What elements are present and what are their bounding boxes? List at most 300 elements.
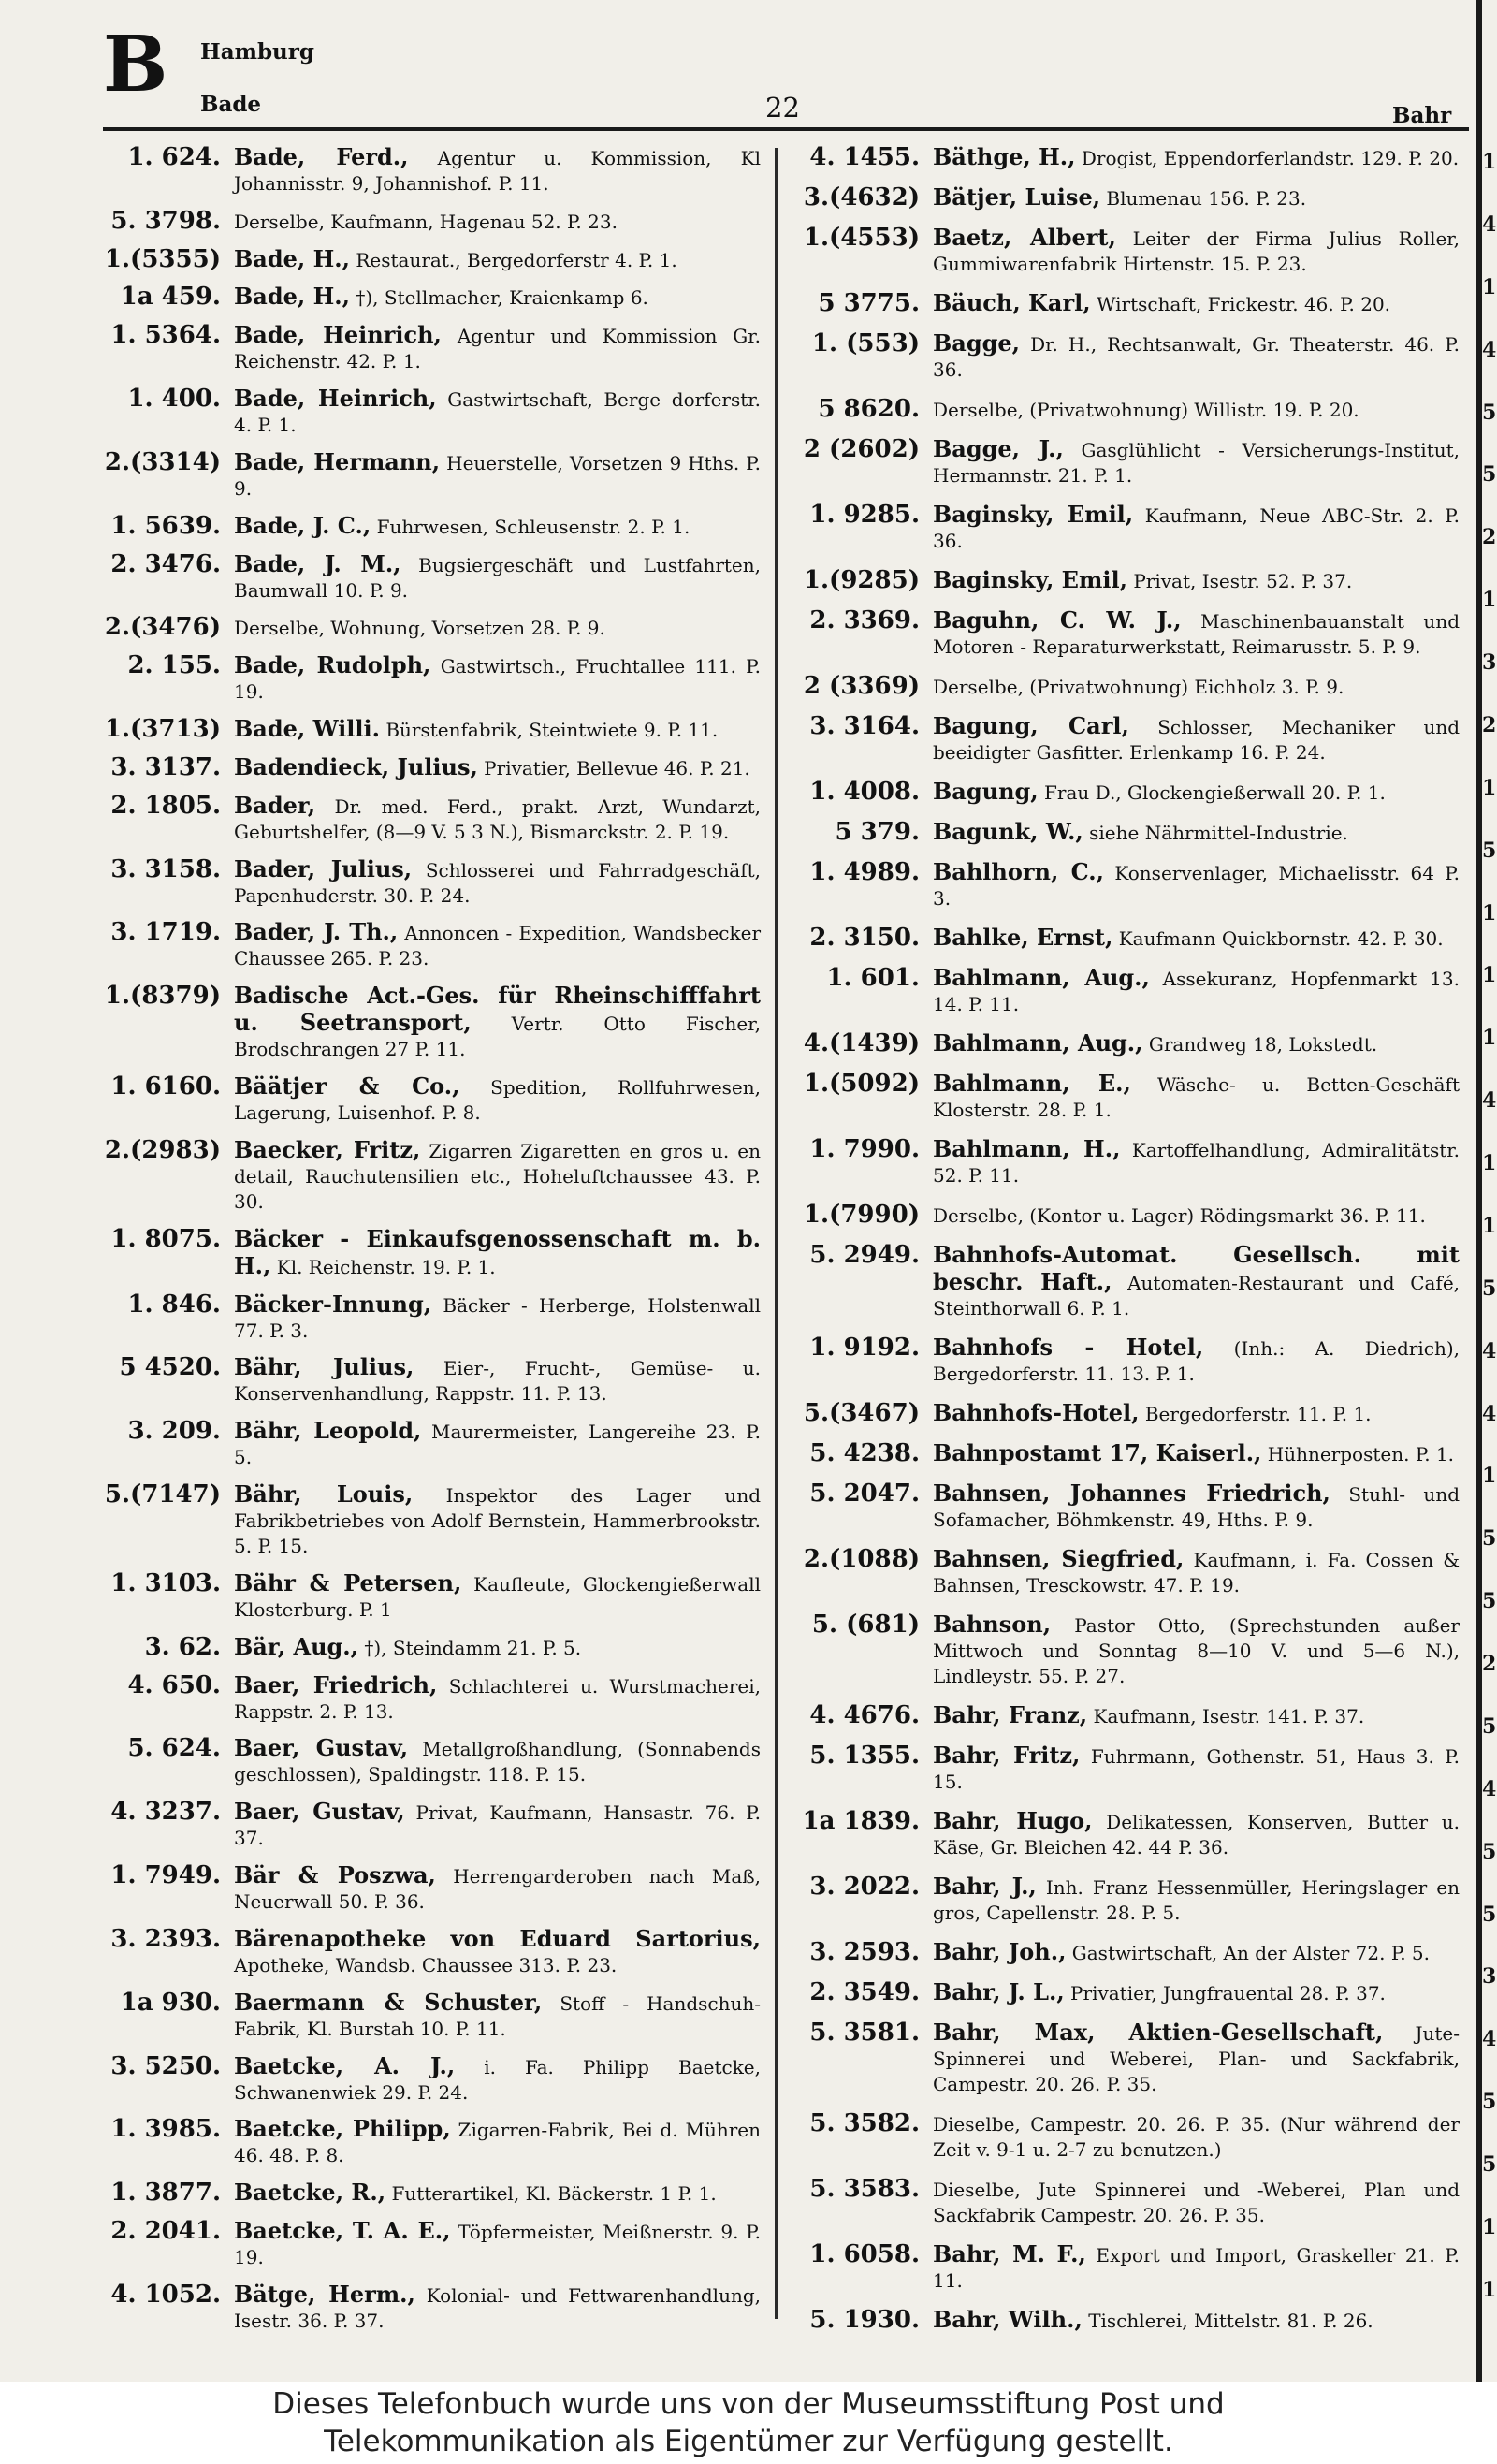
entry-text — [933, 1979, 1460, 2006]
entry-details: Schlachterei u. Wurstmacherei, Rappstr. 2. P. 13. — [234, 1674, 761, 1723]
directory-entry — [800, 819, 1460, 846]
entry-details: Dieselbe, Campestr. 20. 26. P. 35. (Nur während der Zeit v. 9-1 u. 2-7 zu benutzen.) — [933, 2113, 1460, 2161]
phone-number: 4. 650. — [127, 1670, 221, 1699]
entry-details: Inspektor des Lager und Fabrikbetriebes von Adolf Bernstein, Hammerbrookstr. 5. P. 15. — [234, 1484, 761, 1558]
entry-text — [234, 1137, 761, 1215]
entry-details: (Inh.: A. Diedrich), Bergedorferstr. 11. 13. P. 1. — [933, 1337, 1460, 1385]
phone-number: 5 4520. — [119, 1353, 221, 1382]
entry-details: Derselbe, (Kontor u. Lager) Rödingsmarkt 36. P. 11. — [933, 1204, 1426, 1227]
entry-text — [933, 330, 1460, 383]
edge-digit: 4 — [1482, 1338, 1497, 1363]
entry-name: Bagung, — [933, 778, 1039, 805]
directory-entry — [800, 1874, 1460, 1926]
directory-entry — [800, 607, 1460, 660]
entry-text — [234, 1226, 761, 1280]
phone-number: 1. (553) — [811, 329, 920, 357]
entry-text — [234, 1354, 761, 1407]
entry-name: Bärenapotheke von Eduard Sartorius, — [234, 1924, 761, 1952]
entry-text — [933, 502, 1460, 554]
entry-text — [234, 1291, 761, 1344]
entry-details: Hühnerposten. P. 1. — [1267, 1443, 1455, 1465]
directory-entry — [101, 322, 761, 374]
entry-details: Kaufmann, i. Fa. Cossen & Bahnsen, Tresckowstr. 47. P. 19. — [933, 1549, 1461, 1596]
entry-text — [933, 859, 1460, 911]
entry-name: Badendieck, Julius, — [234, 752, 478, 780]
entry-name: Bäätjer & Co., — [234, 1072, 460, 1101]
entry-name: Baetcke, Philipp, — [234, 2115, 451, 2143]
entry-name: Bade, J. C., — [234, 511, 371, 539]
entry-name: Bader, Julius, — [234, 854, 413, 882]
directory-entry — [101, 513, 761, 540]
entry-details: Vertr. Otto Fischer, Brodschrangen 27 P. 11. — [234, 1013, 761, 1061]
edge-digit: 2 — [1482, 712, 1497, 737]
directory-entry — [101, 793, 761, 845]
phone-number: 1. 8075. — [110, 1224, 221, 1253]
phone-number: 5. 4238. — [809, 1439, 920, 1467]
entry-text — [933, 779, 1460, 806]
entry-details: Leiter der Firma Julius Roller, Gummiwarenfabrik Hirtenstr. 15. P. 23. — [933, 227, 1461, 275]
directory-entry — [101, 1799, 761, 1851]
entry-details: Agentur und Kommission Gr. Reichenstr. 42. P. 1. — [234, 325, 761, 373]
entry-name: Bahr, Hugo, — [933, 1807, 1093, 1834]
entry-details: Kartoffelhandlung, Admiralitätstr. 52. P. 11. — [933, 1139, 1460, 1187]
edge-digit: 4 — [1482, 211, 1497, 237]
edge-digit: 1 — [1482, 775, 1497, 800]
entry-name: Baguhn, C. W. J., — [933, 606, 1182, 634]
phone-number: 2. 1805. — [110, 791, 221, 820]
entry-text — [234, 551, 761, 604]
edge-digit: 4 — [1482, 1401, 1497, 1426]
edge-digit: 5 — [1482, 1526, 1497, 1552]
phone-number: 1a 1839. — [802, 1807, 920, 1835]
phone-number: 3. 2393. — [110, 1924, 221, 1953]
edge-digit: 4 — [1482, 2027, 1497, 2052]
entry-details: Jute-Spinnerei und Weberei, Plan- und Sackfabrik, Campestr. 20. 26. P. 35. — [933, 2022, 1461, 2095]
entry-text — [234, 1799, 761, 1851]
edge-digit: 1 — [1482, 2277, 1497, 2302]
entry-text — [234, 754, 761, 781]
entry-name: Baermann & Schuster, — [234, 1988, 543, 2016]
edge-digit: 5 — [1482, 1839, 1497, 1864]
phone-number: 3. 2022. — [809, 1873, 920, 1901]
header-last-word: Bahr — [1392, 103, 1452, 128]
entry-text — [933, 1202, 1460, 1229]
entry-details: †), Stellmacher, Kraienkamp 6. — [356, 286, 648, 310]
phone-number: 5. 624. — [127, 1734, 221, 1763]
edge-digit: 1 — [1482, 1213, 1497, 1238]
directory-entry — [800, 1242, 1460, 1321]
header-first-word: Bade — [200, 92, 262, 117]
entry-details: Kaufmann, Neue ABC-Str. 2. P. 36. — [933, 504, 1461, 552]
entry-name: Baetcke, R., — [234, 2179, 386, 2207]
phone-number: 5. 2949. — [809, 1241, 920, 1269]
entry-details: Bergedorferstr. 11. P. 1. — [1144, 1403, 1372, 1425]
edge-digit: 1 — [1482, 1151, 1497, 1175]
entry-details: Zigarren Zigaretten en gros u. en detail, Rauchutensilien etc., Hoheluftchaussee 43. P. 30. — [234, 1139, 761, 1213]
edge-digit: 1 — [1482, 274, 1497, 299]
entry-details: Eier-, Frucht-, Gemüse- u. Konservenhandlung, Rappstr. 11. P. 13. — [234, 1357, 762, 1406]
entry-name: Baer, Gustav, — [234, 1798, 405, 1826]
directory-entry — [800, 1440, 1460, 1467]
directory-entry — [800, 2176, 1460, 2228]
entry-name: Bahnhofs - Hotel, — [933, 1334, 1204, 1361]
entry-text — [234, 1073, 761, 1126]
entry-text — [234, 386, 761, 438]
entry-name: Bäcker-Innung, — [234, 1290, 432, 1318]
entry-details: Derselbe, Wohnung, Vorsetzen 28. P. 9. — [234, 617, 605, 640]
entry-name: Bahlke, Ernst, — [933, 924, 1113, 951]
phone-number: 2 (2602) — [803, 435, 920, 463]
directory-entry — [800, 1480, 1460, 1533]
entry-text — [234, 1735, 761, 1787]
phone-number: 3. 62. — [144, 1632, 221, 1661]
entry-name: Bähr, Louis, — [234, 1480, 414, 1509]
phone-number: 3. 2593. — [809, 1938, 920, 1966]
phone-number: 3. 3158. — [110, 854, 221, 883]
edge-digit: 5 — [1482, 2152, 1497, 2177]
entry-name: Bade, Hermann, — [234, 447, 441, 475]
phone-number: 5. 1930. — [809, 2306, 920, 2334]
entry-name: Bade, Willi. — [234, 715, 380, 743]
directory-entry — [101, 1926, 761, 1978]
phone-number: 1. 6160. — [110, 1072, 221, 1101]
phone-number: 1.(4553) — [803, 224, 920, 252]
entry-text — [234, 1990, 761, 2042]
entry-details: Derselbe, (Privatwohnung) Eichholz 3. P. 9. — [933, 676, 1344, 698]
entry-name: Bade, J. M., — [234, 549, 401, 577]
entry-name: Bahnson, — [933, 1611, 1052, 1638]
phone-number: 1. 3985. — [110, 2115, 221, 2144]
phone-number: 1. 846. — [127, 1290, 221, 1319]
entry-text — [933, 1071, 1460, 1123]
phone-number: 1. 5364. — [110, 321, 221, 350]
entry-text — [933, 436, 1460, 488]
entry-details: Drogist, Eppendorferlandstr. 129. P. 20. — [1081, 147, 1460, 169]
entry-name: Bäthge, H., — [933, 143, 1076, 170]
entry-text — [234, 716, 761, 743]
directory-entry — [101, 2218, 761, 2270]
phone-number: 3. 1719. — [110, 918, 221, 947]
entry-text — [933, 2019, 1460, 2097]
phone-number: 2. 3549. — [809, 1978, 920, 2006]
entry-details: Bugsiergeschäft und Lustfahrten, Baumwall 10. P. 9. — [234, 553, 762, 602]
phone-number: 5. 1355. — [809, 1742, 920, 1770]
phone-number: 1.(5092) — [803, 1070, 920, 1098]
entry-name: Bagung, Carl, — [933, 712, 1129, 739]
entry-text — [234, 614, 761, 641]
edge-digit: 5 — [1482, 1276, 1497, 1301]
entry-text — [234, 1481, 761, 1559]
directory-entry — [101, 1137, 761, 1215]
entry-details: Inh. Franz Hessenmüller, Heringslager en gros, Capellenstr. 28. P. 5. — [933, 1876, 1460, 1924]
edge-digit: 1 — [1482, 1026, 1497, 1051]
edge-digit: 2 — [1482, 525, 1497, 550]
directory-entry — [101, 1634, 761, 1661]
phone-number: 3.(4632) — [803, 183, 920, 211]
directory-entry — [800, 1742, 1460, 1795]
directory-entry — [800, 2110, 1460, 2163]
right-column — [800, 144, 1460, 2334]
entry-details: Assekuranz, Hopfenmarkt 13. 14. P. 11. — [933, 968, 1460, 1015]
entry-text — [234, 2282, 761, 2334]
entry-text — [933, 925, 1460, 952]
directory-entry — [800, 673, 1460, 700]
entry-name: Bahr, Fritz, — [933, 1742, 1081, 1769]
entry-name: Baecker, Fritz, — [234, 1135, 421, 1163]
phone-number: 1. 7949. — [110, 1861, 221, 1890]
phone-number: 1. 9192. — [809, 1334, 920, 1362]
entry-name: Bahr, J., — [933, 1873, 1037, 1900]
entry-text — [234, 2116, 761, 2168]
entry-text — [234, 983, 761, 1062]
entry-name: Bahr, J. L., — [933, 1978, 1065, 2005]
entry-name: Bähr, Leopold, — [234, 1417, 422, 1445]
entry-text — [234, 1926, 761, 1978]
entry-name: Baer, Gustav, — [234, 1734, 409, 1762]
entry-name: Baer, Friedrich, — [234, 1670, 438, 1699]
entry-text — [933, 1874, 1460, 1926]
directory-entry — [101, 2282, 761, 2334]
entry-text — [933, 965, 1460, 1017]
entry-text — [234, 513, 761, 540]
edge-digit: 1 — [1482, 588, 1497, 613]
directory-entry — [101, 919, 761, 971]
directory-entry — [101, 652, 761, 705]
entry-details: Stuhl- und Sofamacher, Böhmkenstr. 49, Hths. P. 9. — [933, 1483, 1460, 1531]
entry-text — [933, 1702, 1460, 1729]
phone-number: 4. 1455. — [809, 143, 920, 171]
phone-number: 2.(3314) — [104, 447, 221, 476]
entry-details: Automaten-Restaurant und Café, Steinthorwall 6. P. 1. — [933, 1272, 1461, 1319]
entry-name: Bahnsen, Siegfried, — [933, 1545, 1185, 1572]
edge-digit: 1 — [1482, 1464, 1497, 1489]
entry-name: Bader, J. Th., — [234, 918, 399, 946]
phone-number: 1. 3103. — [110, 1568, 221, 1597]
directory-entry — [800, 1611, 1460, 1689]
phone-number: 5 3775. — [818, 289, 920, 317]
entry-text — [234, 2180, 761, 2207]
entry-details: †), Steindamm 21. P. 5. — [364, 1636, 582, 1659]
entry-text — [234, 856, 761, 909]
phone-number: 5. 3798. — [110, 206, 221, 235]
entry-text — [234, 919, 761, 971]
entry-details: Tischlerei, Mittelstr. 81. P. 26. — [1088, 2310, 1373, 2332]
entry-name: Baetcke, A. J., — [234, 2051, 456, 2079]
entry-text — [933, 713, 1460, 765]
phone-number: 4. 4676. — [809, 1701, 920, 1729]
footer-line-1: Dieses Telefonbuch wurde uns von der Museumsstiftung Post und — [272, 2387, 1225, 2421]
entry-name: Bahnhofs-Hotel, — [933, 1399, 1140, 1426]
directory-entry — [800, 925, 1460, 952]
directory-entry — [101, 983, 761, 1062]
entry-name: Bahnpostamt 17, Kaiserl., — [933, 1439, 1262, 1466]
left-column — [101, 144, 761, 2334]
directory-entry — [800, 396, 1460, 423]
entry-text — [933, 1939, 1460, 1966]
directory-entry — [800, 2019, 1460, 2097]
entry-name: Bähr, Julius, — [234, 1353, 414, 1381]
entry-text — [933, 1242, 1460, 1321]
phone-number: 5. 3581. — [809, 2019, 920, 2047]
directory-entry — [101, 856, 761, 909]
phone-number: 2. 155. — [127, 651, 221, 680]
entry-name: Bahlmann, Aug., — [933, 964, 1150, 991]
entry-text — [933, 1546, 1460, 1598]
phone-number: 2. 3369. — [809, 606, 920, 634]
entry-name: Bahnhofs-Automat. Gesellsch. mit beschr. Haft., — [933, 1241, 1460, 1295]
phone-number: 5. 3582. — [809, 2109, 920, 2137]
entry-details: Konservenlager, Michaelisstr. 64 P. 3. — [933, 862, 1461, 910]
entry-details: Stoff - Handschuh-Fabrik, Kl. Burstah 10. P. 11. — [234, 1991, 762, 2040]
directory-entry — [101, 2116, 761, 2168]
phone-number: 1. 4008. — [809, 778, 920, 806]
entry-details: Schlosser, Mechaniker und beeidigter Gasfitter. Erlenkamp 16. P. 24. — [933, 716, 1461, 764]
entry-text — [234, 1672, 761, 1725]
entry-text — [933, 1611, 1460, 1689]
entry-name: Bär & Poszwa, — [234, 1861, 436, 1889]
entry-text — [234, 1634, 761, 1661]
entry-text — [933, 1400, 1460, 1427]
header-rule — [103, 127, 1469, 131]
entry-name: Bahnsen, Johannes Friedrich, — [933, 1480, 1330, 1507]
edge-digit: 5 — [1482, 838, 1497, 863]
entry-details: Fuhrmann, Gothenstr. 51, Haus 3. P. 15. — [933, 1745, 1461, 1793]
directory-entry — [101, 144, 761, 197]
entry-name: Bade, Heinrich, — [234, 321, 442, 349]
phone-number: 4. 3237. — [110, 1798, 221, 1827]
phone-number: 3. 3137. — [110, 752, 221, 781]
entry-text — [933, 2176, 1460, 2228]
entry-text — [234, 1862, 761, 1915]
phone-number: 2. 2041. — [110, 2216, 221, 2245]
phone-number: 5. 2047. — [809, 1480, 920, 1508]
directory-entry — [800, 2307, 1460, 2334]
entry-text — [933, 567, 1460, 594]
entry-details: Kaufmann Quickbornstr. 42. P. 30. — [1118, 927, 1444, 950]
entry-text — [933, 1742, 1460, 1795]
directory-entry — [800, 290, 1460, 317]
phone-number: 4. 1052. — [110, 2280, 221, 2309]
phone-number: 1. 7990. — [809, 1135, 920, 1163]
entry-details: Spedition, Rollfuhrwesen, Lagerung, Luisenhof. P. 8. — [234, 1076, 761, 1125]
entry-name: Bahlhorn, C., — [933, 858, 1105, 885]
directory-entry — [800, 1334, 1460, 1387]
entry-text — [933, 184, 1460, 211]
directory-entry — [101, 716, 761, 743]
entry-text — [234, 2218, 761, 2270]
directory-entry — [800, 713, 1460, 765]
entry-details: Privat, Kaufmann, Hansastr. 76. P. 37. — [234, 1801, 762, 1850]
entry-details: Wäsche- u. Betten-Geschäft Klosterstr. 28. P. 1. — [933, 1073, 1460, 1121]
entry-name: Baetz, Albert, — [933, 224, 1116, 251]
entry-details: Wirtschaft, Frickestr. 46. P. 20. — [1096, 293, 1391, 315]
entry-text — [234, 144, 761, 197]
directory-entry — [800, 779, 1460, 806]
edge-digit: 3 — [1482, 650, 1497, 675]
phone-number: 1.(3713) — [104, 715, 221, 744]
page-number: 22 — [765, 92, 800, 124]
entry-details: Futterartikel, Kl. Bäckerstr. 1 P. 1. — [391, 2182, 717, 2206]
entry-text — [933, 673, 1460, 700]
entry-details: Annoncen - Expedition, Wandsbecker Chaussee 265. P. 23. — [234, 922, 762, 970]
entry-text — [933, 1440, 1460, 1467]
entry-text — [234, 1418, 761, 1470]
directory-entry — [101, 1570, 761, 1623]
phone-number: 5. 3583. — [809, 2175, 920, 2203]
entry-text — [933, 2307, 1460, 2334]
edge-digit: 5 — [1482, 1589, 1497, 1614]
phone-number: 1. 601. — [826, 964, 920, 992]
phone-number: 1. 400. — [127, 385, 221, 414]
entry-details: Schlosserei und Fahrradgeschäft, Papenhuderstr. 30. P. 24. — [234, 858, 761, 907]
edge-digit: 1 — [1482, 150, 1497, 174]
column-divider — [775, 148, 778, 2319]
directory-entry — [800, 330, 1460, 383]
directory-entry — [800, 144, 1460, 171]
directory-entry — [800, 1939, 1460, 1966]
entry-text — [933, 1480, 1460, 1533]
entry-text — [933, 1808, 1460, 1860]
entry-name: Bätge, Herm., — [234, 2280, 415, 2308]
entry-details: Bürstenfabrik, Steintwiete 9. P. 11. — [385, 719, 719, 742]
phone-number: 5.(3467) — [803, 1399, 920, 1427]
edge-digit: 4 — [1482, 337, 1497, 362]
entry-name: Bade, Ferd., — [234, 143, 409, 170]
directory-entry — [800, 1202, 1460, 1229]
directory-entry — [800, 1136, 1460, 1188]
directory-entry — [800, 1071, 1460, 1123]
edge-digit: 5 — [1482, 2090, 1497, 2115]
entry-details: Kaufmann, Isestr. 141. P. 37. — [1093, 1705, 1365, 1728]
directory-entry — [101, 551, 761, 604]
entry-text — [933, 607, 1460, 660]
entry-details: Maurermeister, Langereihe 23. P. 5. — [234, 1421, 762, 1469]
entry-details: Derselbe, (Privatwohnung) Willistr. 19. P. 20. — [933, 399, 1359, 421]
entry-details: Gasglühlicht - Versicherungs-Institut, Hermannstr. 21. P. 1. — [933, 439, 1461, 487]
entry-details: Herrengarderoben nach Maß, Neuerwall 50. P. 36. — [234, 1865, 761, 1914]
phone-number: 1. 5639. — [110, 511, 221, 540]
entry-text — [933, 2110, 1460, 2163]
phone-number: 2 (3369) — [803, 672, 920, 700]
directory-entry — [800, 1030, 1460, 1057]
directory-entry — [800, 436, 1460, 488]
phone-number: 5 379. — [835, 818, 920, 846]
edge-digit: 1 — [1482, 2214, 1497, 2239]
entry-details: Dieselbe, Jute Spinnerei und -Weberei, Plan und Sackfabrik Campestr. 20. 26. P. 35. — [933, 2179, 1460, 2226]
phone-number: 1. 4989. — [809, 858, 920, 886]
entry-text — [234, 652, 761, 705]
phone-number: 1.(5355) — [104, 244, 221, 273]
directory-entry — [101, 386, 761, 438]
entry-details: Export und Import, Graskeller 21. P. 11. — [933, 2244, 1460, 2292]
entry-details: Metallgroßhandlung, (Sonnabends geschlossen), Spaldingstr. 118. P. 15. — [234, 1738, 761, 1786]
phone-number: 1a 930. — [120, 1988, 221, 2017]
entry-details: Privat, Isestr. 52. P. 37. — [1133, 570, 1353, 592]
directory-entry — [101, 284, 761, 311]
entry-name: Bahr, Franz, — [933, 1701, 1088, 1728]
entry-details: Agentur u. Kommission, Kl Johannisstr. 9, Johannishof. P. 11. — [234, 147, 761, 195]
entry-name: Badische Act.-Ges. für Rheinschifffahrt u. Seetransport, — [234, 982, 761, 1037]
phone-number: 1.(7990) — [803, 1201, 920, 1229]
section-letter: B — [103, 20, 168, 109]
directory-entry — [800, 502, 1460, 554]
entry-details: Töpfermeister, Meißnerstr. 9. P. 19. — [234, 2220, 761, 2268]
entry-name: Bagge, — [933, 329, 1021, 357]
edge-digit: 1 — [1482, 900, 1497, 926]
directory-entry — [101, 1291, 761, 1344]
entry-details: Maschinenbauanstalt und Motoren - Reparaturwerkstatt, Reimarusstr. 5. P. 9. — [933, 610, 1460, 658]
edge-digit: 5 — [1482, 1902, 1497, 1927]
